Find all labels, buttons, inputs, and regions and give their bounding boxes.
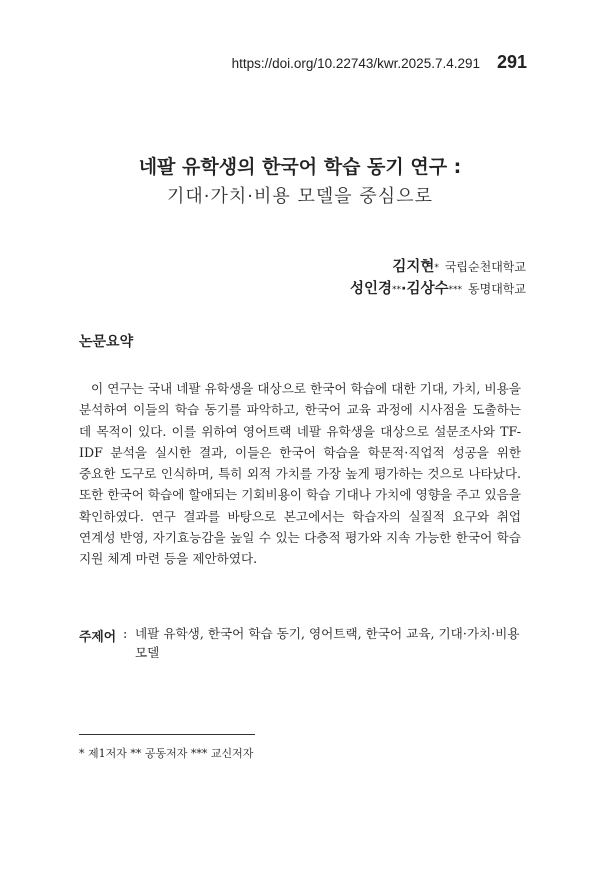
abstract-heading: 논문요약 bbox=[79, 334, 134, 350]
author-name: 김지현 bbox=[392, 259, 435, 275]
author-affiliation: 동명대학교 bbox=[468, 282, 526, 296]
author-name: 성인경 bbox=[349, 281, 392, 297]
keywords-list: 네팔 유학생, 한국어 학습 동기, 영어트랙, 한국어 교육, 기대·가치·비용 모델 bbox=[135, 626, 520, 660]
author-mark: * bbox=[434, 263, 439, 273]
author-separator: · bbox=[400, 281, 407, 297]
keywords-colon: : bbox=[123, 626, 128, 641]
footnote-divider bbox=[79, 734, 255, 735]
keywords-label: 주제어 bbox=[79, 630, 117, 645]
paper-subtitle: 기대·가치·비용 모델을 중심으로 bbox=[167, 186, 433, 207]
author-line-2 bbox=[350, 277, 526, 298]
abstract-body: 이 연구는 국내 네팔 유학생을 대상으로 한국어 학습에 대한 기대, 가치, 비용을 분석하여 이들의 학습 동기를 파악하고, 한국어 교육 과정에 시사점을 도출하는 데 목적이 있다. 이를 위하여 영어트랙 네팔 유학생을 대상으로 설문조사와 TF-IDF 분석을 실시한 결과, 이들은 한국어 학습을 학문적·직업적 성공을 위한 중요한 도구로 인식하며, 특히 외적 가치를 가장 높게 평가하는 것으로 나타났다. 또한 한국어 학습에 할애되는 기회비용이 학습 기대나 가치에 영향을 주고 있음을 확인하였다. 연구 결과를 바탕으로 본고에서는 학습자의 실질적 요구와 취업 연계성 반영, 자기효능감을 높일 수 있는 다층적 평가와 지속 가능한 한국어 학습 지원 체계 마련 등을 제안하였다. bbox=[79, 381, 521, 567]
author-affiliation: 국립순천대학교 bbox=[444, 260, 526, 274]
author-mark: ** bbox=[391, 285, 401, 295]
page-number: 291 bbox=[497, 52, 528, 72]
author-mark: *** bbox=[448, 285, 463, 295]
paper-title: 네팔 유학생의 한국어 학습 동기 연구 : bbox=[138, 156, 462, 178]
author-name: 김상수 bbox=[406, 281, 449, 297]
footnote: * 제1저자 ** 공동저자 *** 교신저자 bbox=[79, 747, 254, 760]
doi-link[interactable]: https://doi.org/10.22743/kwr.2025.7.4.291 bbox=[231, 56, 480, 71]
author-line-1 bbox=[392, 255, 526, 276]
